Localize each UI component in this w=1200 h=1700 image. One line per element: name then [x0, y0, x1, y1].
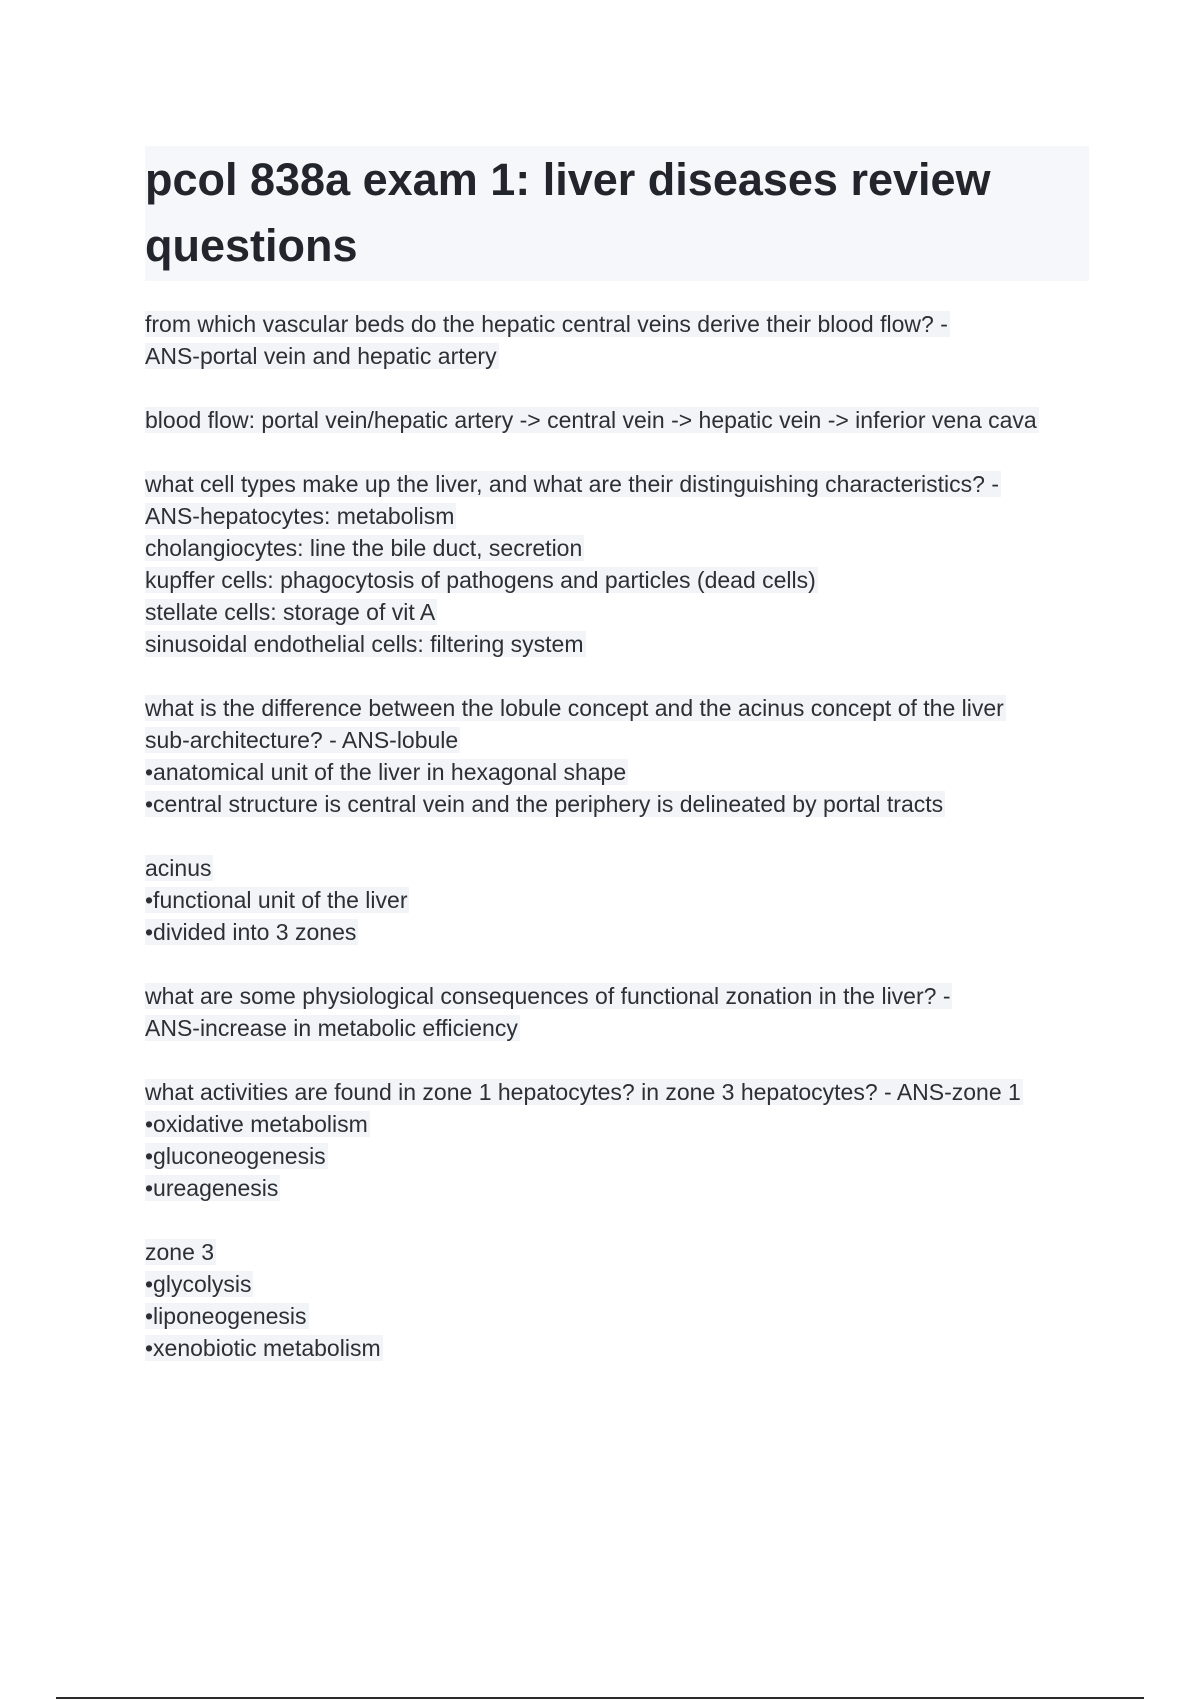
text-line: ANS-hepatocytes: metabolism [145, 503, 455, 529]
text-line: •oxidative metabolism [145, 1111, 368, 1137]
footer-divider [56, 1697, 1144, 1699]
text-line: kupffer cells: phagocytosis of pathogens and particles (dead cells) [145, 567, 816, 593]
page-title [145, 146, 1089, 281]
text-line: •glycolysis [145, 1271, 252, 1297]
text-line: •gluconeogenesis [145, 1143, 326, 1169]
qa-block-vascular-beds [145, 308, 1105, 372]
qa-block-cell-types [145, 468, 1105, 660]
text-line: sub-architecture? - ANS-lobule [145, 727, 459, 753]
qa-block-lobule-acinus [145, 692, 1105, 820]
text-line: blood flow: portal vein/hepatic artery -> central vein -> hepatic vein -> inferior vena cava [145, 407, 1037, 433]
document-body [145, 308, 1105, 1364]
qa-block-blood-flow [145, 404, 1105, 436]
text-line: from which vascular beds do the hepatic central veins derive their blood flow? - [145, 311, 948, 337]
text-line: what activities are found in zone 1 hepatocytes? in zone 3 hepatocytes? - ANS-zone 1 [145, 1079, 1021, 1105]
text-line: what are some physiological consequences of functional zonation in the liver? - [145, 983, 951, 1009]
text-line: ANS-increase in metabolic efficiency [145, 1015, 518, 1041]
qa-block-zonation [145, 980, 1105, 1044]
text-line: stellate cells: storage of vit A [145, 599, 436, 625]
text-line: •liponeogenesis [145, 1303, 307, 1329]
text-line: sinusoidal endothelial cells: filtering system [145, 631, 584, 657]
text-line: ANS-portal vein and hepatic artery [145, 343, 497, 369]
text-line: •ureagenesis [145, 1175, 279, 1201]
text-line: what is the difference between the lobule concept and the acinus concept of the liver [145, 695, 1004, 721]
qa-block-acinus [145, 852, 1105, 948]
qa-block-zone-1 [145, 1076, 1105, 1204]
qa-block-zone-3 [145, 1236, 1105, 1364]
title-line-1: pcol 838a exam 1: liver diseases review [145, 154, 991, 205]
text-line: •divided into 3 zones [145, 919, 357, 945]
text-line: •xenobiotic metabolism [145, 1335, 381, 1361]
text-line: •functional unit of the liver [145, 887, 408, 913]
text-line: •central structure is central vein and the periphery is delineated by portal tracts [145, 791, 944, 817]
text-line: zone 3 [145, 1239, 215, 1265]
text-line: •anatomical unit of the liver in hexagonal shape [145, 759, 627, 785]
text-line: cholangiocytes: line the bile duct, secretion [145, 535, 583, 561]
title-line-2: questions [145, 220, 358, 271]
text-line: what cell types make up the liver, and what are their distinguishing characteristics? - [145, 471, 999, 497]
text-line: acinus [145, 855, 212, 881]
